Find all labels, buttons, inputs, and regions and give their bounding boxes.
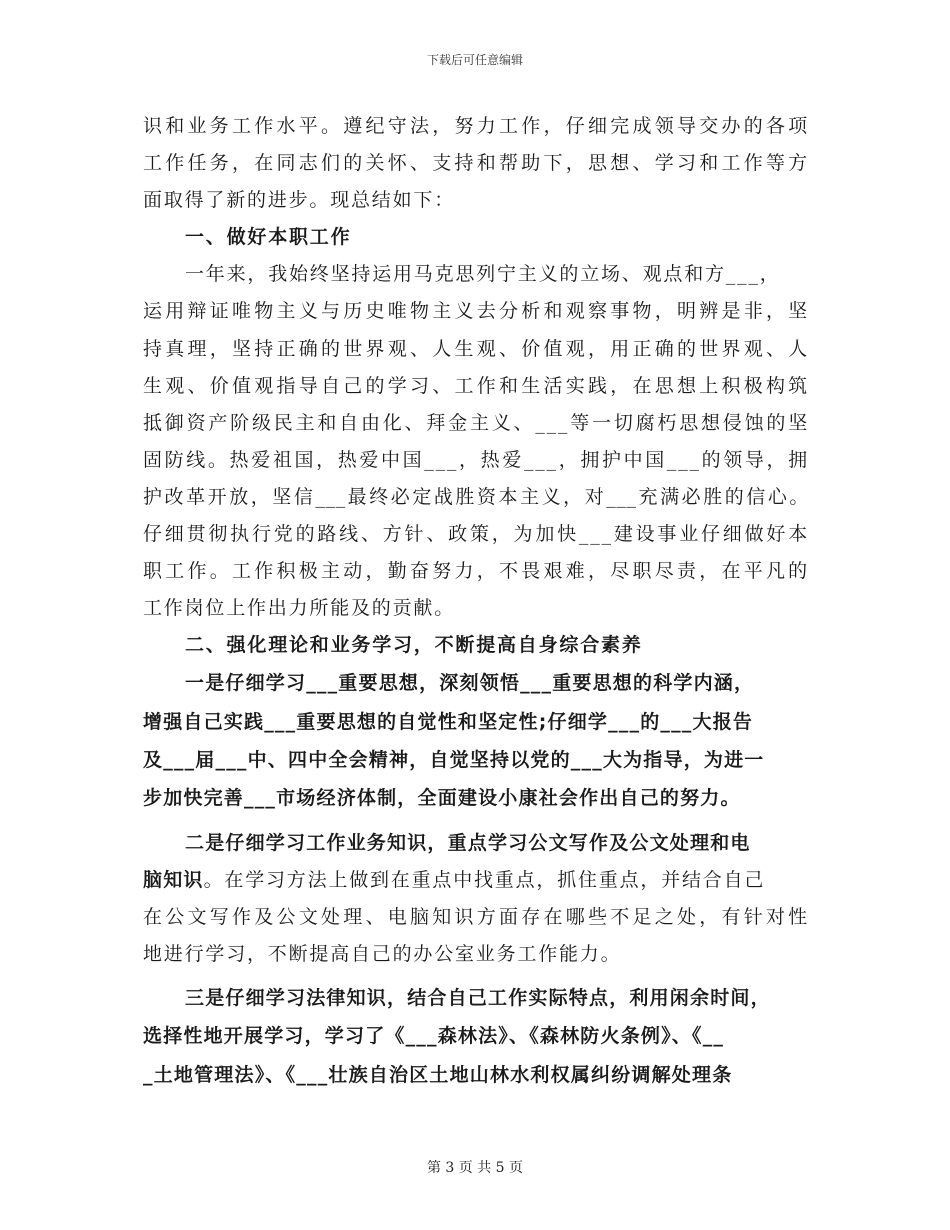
paragraph-line: 固防线。热爱祖国，热爱中国___，热爱___，拥护中国___的领导，拥 <box>143 448 809 471</box>
paragraph-line: 二是仔细学习工作业务知识，重点学习公文写作及公文处理和电 <box>185 831 751 854</box>
paragraph-line: 地进行学习，不断提高自己的办公室业务工作能力。 <box>143 943 622 966</box>
document-body <box>143 108 809 1094</box>
section-heading-1: 一、做好本职工作 <box>185 226 352 249</box>
paragraph-line: 护改革开放，坚信___最终必定战胜资本主义，对___充满必胜的信心。 <box>143 485 809 508</box>
bold-paragraph-2 <box>143 979 809 1094</box>
paragraph-line: 生观、价值观指导自己的学习、工作和生活实践，在思想上积极构筑 <box>143 374 809 397</box>
paragraph-line: 识和业务工作水平。遵纪守法，努力工作，仔细完成领导交办的各项 <box>143 115 809 137</box>
paragraph-line: 选择性地开展学习，学习了《___森林法》、《森林防火条例》、《__ <box>143 1025 725 1048</box>
bold-lead: 脑知识 <box>143 868 204 891</box>
paragraph-line-mixed <box>143 862 809 899</box>
paragraph-line: 及___届___中、四中全会精神，自觉坚持以党的___大为指导，为进一 <box>143 749 765 771</box>
paragraph-line: 工作岗位上作出力所能及的贡献。 <box>143 597 456 620</box>
bold-paragraph-1 <box>143 664 809 817</box>
paragraph-line: 职工作。工作积极主动，勤奋努力，不畏艰难，尽职尽责，在平凡的 <box>143 560 809 583</box>
paragraph-line: 面取得了新的进步。现总结如下： <box>143 189 456 212</box>
text-run: 。在学习方法上做到在重点中找重点，抓住重点，并结合自己 <box>203 868 766 891</box>
paragraph-line: 增强自己实践___重要思想的自觉性和坚定性;仔细学___的___大报告 <box>143 710 754 733</box>
paragraph-line: 仔细贯彻执行党的路线、方针、政策，为加快___建设事业仔细做好本 <box>143 523 809 546</box>
section-heading-2: 二、强化理论和业务学习，不断提高自身综合素养 <box>185 634 643 657</box>
paragraph-line: 三是仔细学习法律知识，结合自己工作实际特点，利用闲余时间， <box>185 987 771 1010</box>
paragraph-line: _土地管理法》、《___壮族自治区土地山林水利权属纠纷调解处理条 <box>143 1063 733 1086</box>
paragraph-line: 一是仔细学习___重要思想，深刻领悟___重要思想的科学内涵， <box>185 672 755 695</box>
paragraph-line: 持真理，坚持正确的世界观、人生观、价值观，用正确的世界观、人 <box>143 337 809 360</box>
paragraph-line: 工作任务，在同志们的关怀、支持和帮助下，思想、学习和工作等方 <box>143 152 809 175</box>
paragraph-line: 运用辩证唯物主义与历史唯物主义去分析和观察事物，明辨是非，坚 <box>143 300 809 323</box>
paragraph-line: 步加快完善___市场经济体制，全面建设小康社会作出自己的努力。 <box>143 787 741 810</box>
paragraph-line: 在公文写作及公文处理、电脑知识方面存在哪些不足之处，有针对性 <box>143 905 809 928</box>
page-footer: 第 3 页 共 5 页 <box>426 1160 524 1176</box>
paragraph-line: 抵御资产阶级民主和自由化、拜金主义、___等一切腐朽思想侵蚀的坚 <box>143 411 809 434</box>
page-header: 下载后可任意编辑 <box>426 53 523 67</box>
paragraph-line: 一年来，我始终坚持运用马克思列宁主义的立场、观点和方___， <box>185 263 781 286</box>
